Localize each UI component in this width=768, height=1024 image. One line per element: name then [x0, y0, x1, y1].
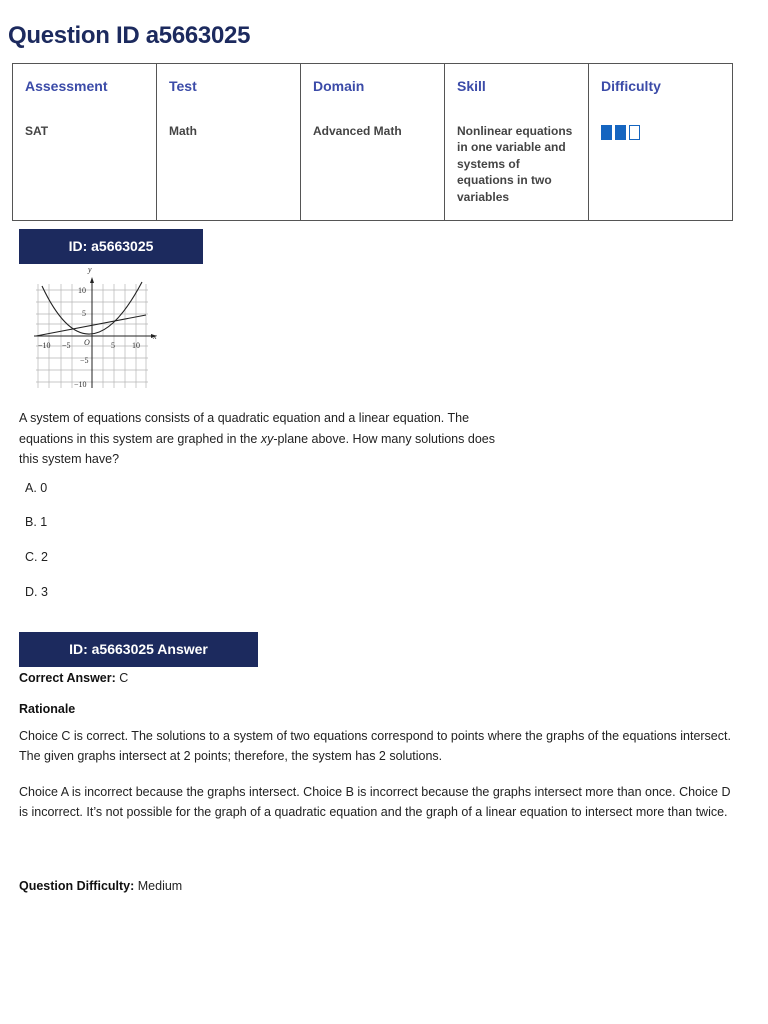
- page-title: Question ID a5663025: [8, 22, 251, 49]
- difficulty-bar-empty: [629, 125, 640, 140]
- choice-a: A. 0: [25, 481, 48, 495]
- x-tick-10: 10: [132, 341, 140, 350]
- header-skill: Skill: [445, 64, 589, 112]
- origin-label: O: [84, 338, 90, 347]
- value-assessment: SAT: [13, 112, 157, 221]
- x-tick-neg5: −5: [62, 341, 71, 350]
- question-stem: A system of equations consists of a quadratic equation and a linear equation. The equations in this system are graphed in the xy-plane above. How many solutions does this system have?: [19, 411, 495, 466]
- difficulty-bar-filled: [615, 125, 626, 140]
- header-assessment: Assessment: [13, 64, 157, 112]
- value-skill: Nonlinear equations in one variable and systems of equations in two variables: [445, 112, 589, 221]
- y-tick-neg10: −10: [74, 380, 87, 389]
- answer-id-banner: ID: a5663025 Answer: [19, 632, 258, 667]
- linear-line: [36, 315, 146, 336]
- y-axis-label: y: [88, 265, 92, 274]
- difficulty-bar-filled: [601, 125, 612, 140]
- header-test: Test: [157, 64, 301, 112]
- y-axis-arrow: [90, 277, 94, 283]
- value-domain: Advanced Math: [301, 112, 445, 221]
- choice-d: D. 3: [25, 585, 48, 599]
- y-tick-neg5: −5: [80, 356, 89, 365]
- header-difficulty: Difficulty: [589, 64, 733, 112]
- correct-answer: Correct Answer: C: [19, 671, 129, 685]
- difficulty-indicator: [601, 125, 640, 140]
- x-axis-label: x: [153, 332, 157, 341]
- rationale-paragraph-2: Choice A is incorrect because the graphs intersect. Choice B is incorrect because the graphs intersect more than once. Choice D is incorrect. It’s not possible for the graph of a quadratic equation and the graph of a linear equation to intersect more than twice.: [19, 785, 731, 819]
- question-id-banner: ID: a5663025: [19, 229, 203, 264]
- rationale-heading: Rationale: [19, 702, 76, 716]
- value-difficulty: [589, 112, 733, 221]
- x-tick-5: 5: [111, 341, 115, 350]
- header-domain: Domain: [301, 64, 445, 112]
- rationale-paragraph-1: Choice C is correct. The solutions to a system of two equations correspond to points where the graphs of the equations intersect. The given graphs intersect at 2 points; therefore, the system has 2 solutions.: [19, 729, 731, 763]
- choice-b: B. 1: [25, 515, 48, 529]
- choice-c: C. 2: [25, 550, 48, 564]
- question-difficulty: Question Difficulty: Medium: [19, 879, 183, 893]
- quadratic-linear-graph: [30, 264, 162, 392]
- y-tick-10: 10: [78, 286, 86, 295]
- value-test: Math: [157, 112, 301, 221]
- y-tick-5: 5: [82, 309, 86, 318]
- question-meta-table: [12, 63, 733, 221]
- x-tick-neg10: −10: [38, 341, 51, 350]
